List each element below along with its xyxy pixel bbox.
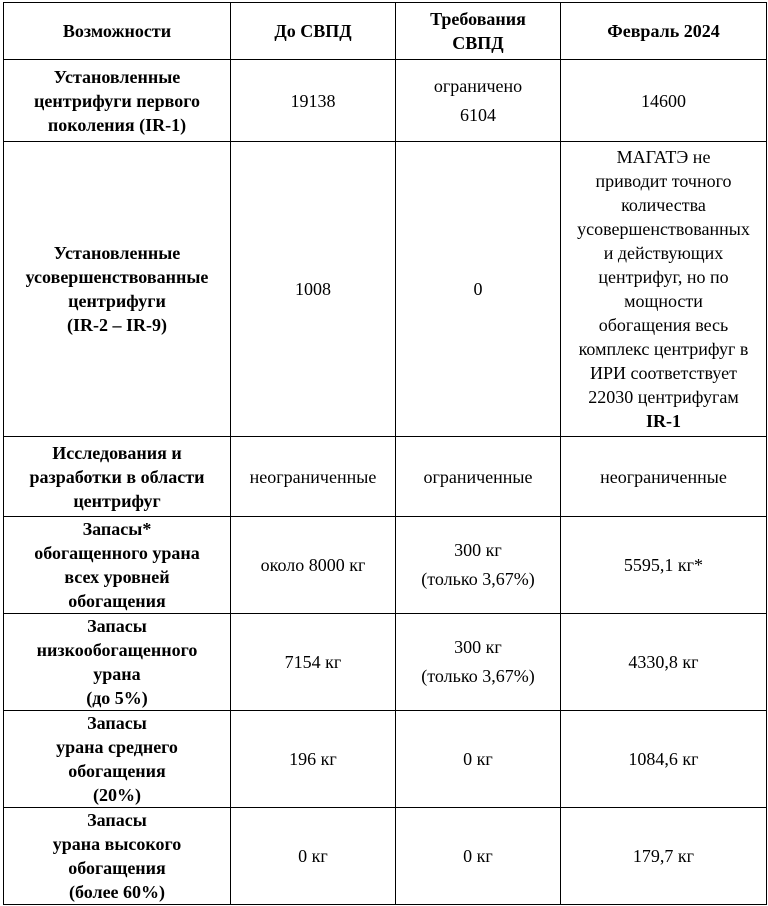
cell-requirement: 0 [396,142,561,437]
row-label: Запасы низкообогащенного урана (до 5%) [4,614,231,711]
header-jcpoa-line2: СВПД [452,33,504,53]
row-label: Установленные усовершенствованные центрифуги (IR-2 – IR-9) [4,142,231,437]
row-label: Установленные центрифуги первого поколения (IR-1) [4,60,231,142]
cell-february: 5595,1 кг* [561,517,767,614]
cell-february: 1084,6 кг [561,711,767,808]
table-row [4,142,767,437]
cell-requirement: ограничено 6104 [396,60,561,142]
table-row [4,517,767,614]
header-jcpoa-requirements [396,3,561,60]
cell-requirement: ограниченные [396,437,561,517]
cell-before: 19138 [231,60,396,142]
table-row [4,711,767,808]
cell-requirement: 0 кг [396,808,561,905]
cell-requirement: 300 кг (только 3,67%) [396,614,561,711]
capabilities-table [3,2,767,905]
cell-requirement: 300 кг (только 3,67%) [396,517,561,614]
table-row [4,808,767,905]
row-label: Исследования и разработки в области центрифуг [4,437,231,517]
row-label: Запасы урана среднего обогащения (20%) [4,711,231,808]
cell-before: неограниченные [231,437,396,517]
cell-february: неограниченные [561,437,767,517]
cell-february: МАГАТЭ не приводит точного количества усовершенствованных и действующих центрифуг, но по мощности обогащения весь комплекс центрифуг в ИРИ соответствует 22030 центрифугам IR-1 [561,142,767,437]
cell-february: 4330,8 кг [561,614,767,711]
cell-before: 1008 [231,142,396,437]
cell-before: 7154 кг [231,614,396,711]
table-header-row [4,3,767,60]
cell-february: 179,7 кг [561,808,767,905]
table-row [4,437,767,517]
cell-february: 14600 [561,60,767,142]
row-label: Запасы* обогащенного урана всех уровней обогащения [4,517,231,614]
header-february-2024: Февраль 2024 [561,3,767,60]
header-capabilities: Возможности [4,3,231,60]
cell-before: 0 кг [231,808,396,905]
header-jcpoa-line1: Требования [430,9,526,29]
table-row [4,60,767,142]
cell-before: около 8000 кг [231,517,396,614]
cell-before: 196 кг [231,711,396,808]
header-before-jcpoa: До СВПД [231,3,396,60]
cell-requirement: 0 кг [396,711,561,808]
row-label: Запасы урана высокого обогащения (более 60%) [4,808,231,905]
table-row [4,614,767,711]
